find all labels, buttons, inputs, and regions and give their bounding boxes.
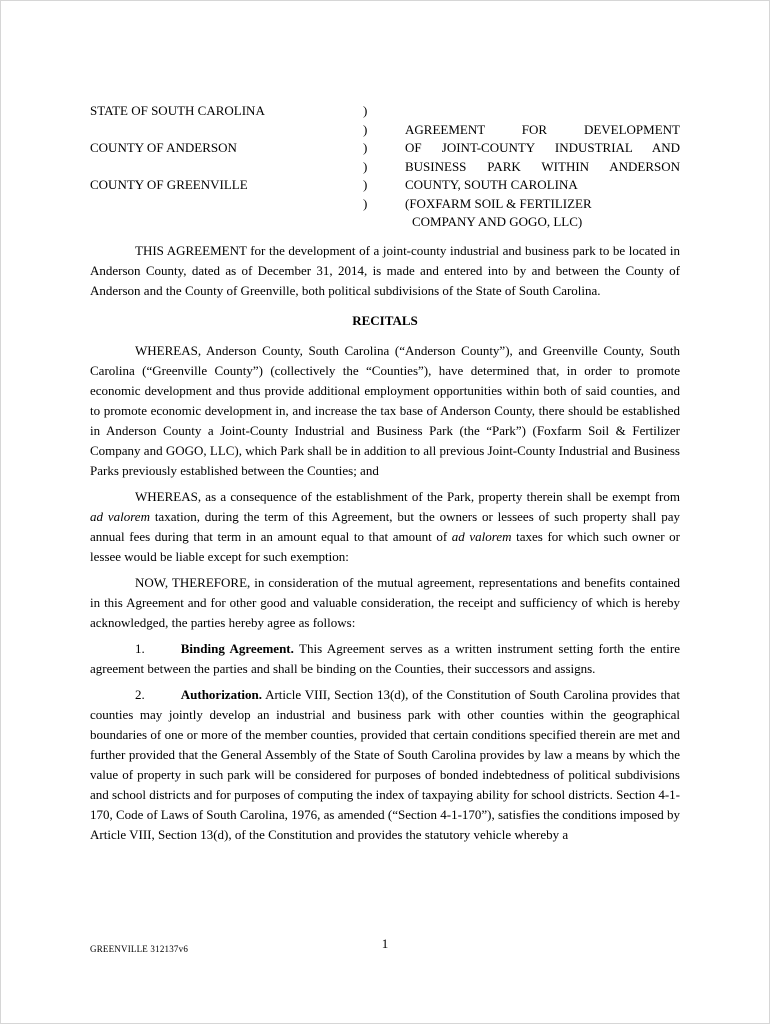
text-run-bold: Authorization.: [180, 686, 262, 702]
caption-row: [90, 195, 680, 214]
text-run-normal: NOW, THEREFORE, in consideration of the mutual agreement, representations and benefits contained in this Agreement and for other good and valuable consideration, the receipt and sufficiency of which is hereby acknowledged, the parties hereby agree as follows:: [90, 574, 680, 630]
text-run-bold: Binding Agreement.: [180, 640, 294, 656]
paragraph-now-therefore: [90, 573, 680, 633]
paragraph-whereas-1: [90, 341, 680, 481]
caption-row: [90, 121, 680, 140]
caption-row: [90, 213, 680, 232]
text-run-normal: taxes for which such owner or lessee would be liable except for such exemption:: [90, 528, 680, 564]
paragraph-section-2-authorization: [90, 685, 680, 845]
caption-paren: ): [363, 103, 368, 118]
paragraph-whereas-2: [90, 487, 680, 567]
text-run-normal: WHEREAS, as a consequence of the establishment of the Park, property therein shall be exempt from: [135, 488, 680, 504]
caption-title-line: BUSINESS PARK WITHIN ANDERSON: [405, 158, 680, 174]
footer-doc-id: GREENVILLE 312137v6: [90, 944, 189, 954]
caption-left-text: COUNTY OF GREENVILLE: [90, 177, 248, 192]
recitals-heading: RECITALS: [352, 312, 418, 328]
caption-paren: ): [363, 195, 368, 211]
text-run-normal: WHEREAS, Anderson County, South Carolina (“Anderson County”), and Greenville County, South Carolina (“Greenville County”) (collectively the “Counties”), have determined that, in order to promote economic development and thus provide additional employment opportunities within both of said counties, and to promote economic development in, and increase the tax base of Anderson County, there should be established in Anderson County a Joint-County Industrial and Business Park (the “Park”) (Foxfarm Soil & Fertilizer Company and GOGO, LLC), which Park shall be in addition to all previous Joint-County Industrial and Business Parks previously established between the Counties; and: [90, 342, 680, 478]
caption-left-text: [90, 158, 363, 177]
text-run-normal: 1.: [135, 640, 145, 656]
caption-title-line: COMPANY AND GOGO, LLC): [412, 214, 583, 229]
caption-paren: ): [363, 177, 368, 192]
page-footer: [90, 934, 680, 956]
caption-title-line: (FOXFARM SOIL & FERTILIZER: [405, 195, 592, 211]
caption-block: [90, 102, 680, 232]
caption-title-line: [405, 102, 680, 121]
text-run-normal: This Agreement serves as a written instrument setting forth the entire agreement between the parties and shall be binding on the Counties, their successors and assigns.: [90, 640, 680, 676]
caption-paren: ): [363, 158, 368, 174]
caption-paren: [363, 213, 405, 232]
caption-row: [90, 176, 680, 195]
caption-left-text: [90, 121, 363, 140]
paragraph-section-1-binding-agreement: [90, 639, 680, 679]
caption-left-text: STATE OF SOUTH CAROLINA: [90, 103, 265, 118]
caption-row: [90, 158, 680, 177]
caption-title-line: COUNTY, SOUTH CAROLINA: [405, 177, 578, 192]
caption-title-line: AGREEMENT FOR DEVELOPMENT: [405, 121, 680, 137]
caption-left-text: [90, 213, 363, 232]
text-run-normal: 2.: [135, 686, 145, 702]
caption-paren: ): [363, 140, 368, 155]
caption-title-line: OF JOINT-COUNTY INDUSTRIAL AND: [405, 140, 680, 155]
text-run-italic: ad valorem: [90, 508, 150, 524]
text-run-normal: Article VIII, Section 13(d), of the Constitution of South Carolina provides that counties may jointly develop an industrial and business park with other counties within the geographical boundaries of one or more of the member counties, provided that certain conditions specified therein are met and further provided that the General Assembly of the State of South Carolina provides by law a means by which the value of property in such park will be considered for purposes of bonded indebtedness of political subdivisions and school districts and for purposes of computing the index of taxpaying ability for school districts. Section 4-1-170, Code of Laws of South Carolina, 1976, as amended (“Section 4-1-170”), satisfies the conditions imposed by Article VIII, Section 13(d), of the Constitution and provides the statutory vehicle whereby a: [90, 686, 680, 842]
caption-left-text: [90, 195, 363, 214]
caption-row: [90, 102, 680, 121]
caption-row: [90, 139, 680, 158]
text-run-italic: ad valorem: [451, 528, 512, 544]
text-run-normal: taxation, during the term of this Agreement, but the owners or lessees of such property shall pay annual fees during that term in an amount equal to that amount of: [90, 508, 680, 544]
caption-paren: ): [363, 121, 368, 137]
page-number: 1: [381, 936, 389, 951]
document-content: [90, 102, 680, 934]
paragraph-preamble: [90, 241, 680, 301]
text-run-normal: THIS AGREEMENT for the development of a joint-county industrial and business park to be located in Anderson County, dated as of December 31, 2014, is made and entered into by and between the County of Anderson and the County of Greenville, both political subdivisions of the State of South Carolina.: [90, 242, 680, 298]
caption-left-text: COUNTY OF ANDERSON: [90, 140, 237, 155]
